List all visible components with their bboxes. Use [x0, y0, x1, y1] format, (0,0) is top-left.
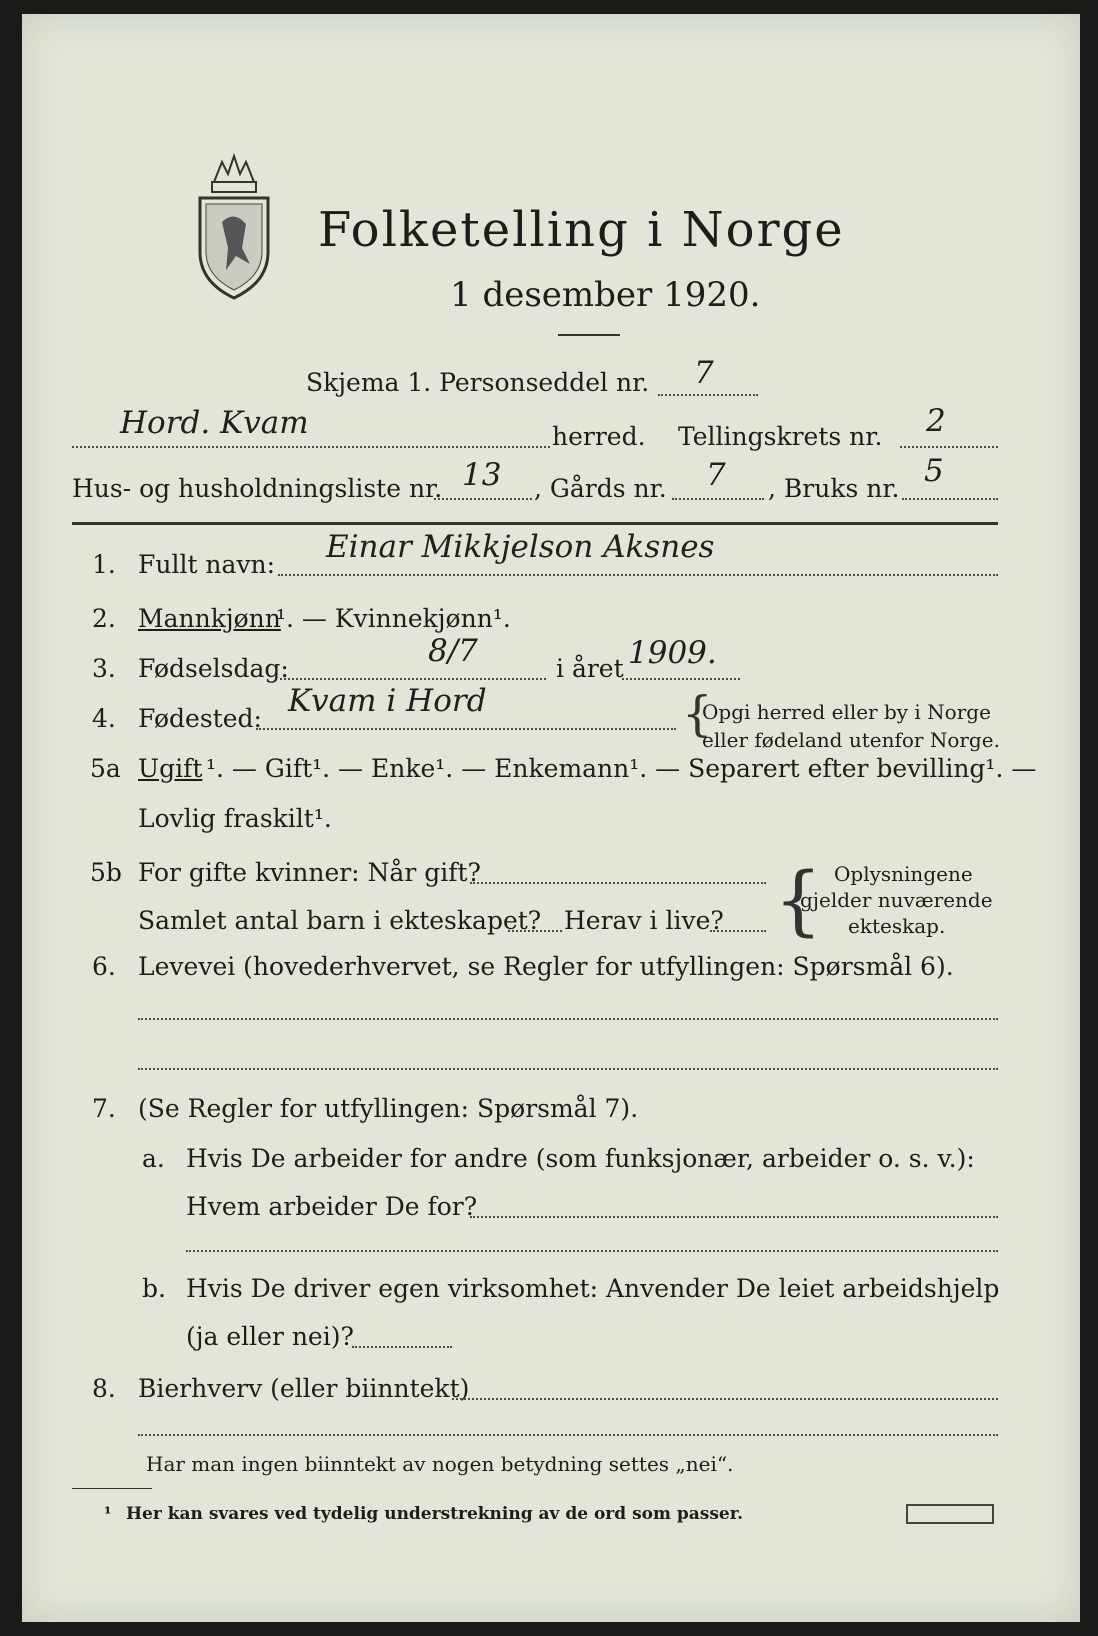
q4-brace: { [682, 686, 713, 742]
q3-day-line [280, 678, 546, 680]
q3-year-line [622, 678, 740, 680]
bruks-line [902, 498, 998, 500]
census-date: 1 desember 1920. [450, 275, 761, 315]
personseddel-line [658, 394, 758, 396]
q4-note-line2: eller fødeland utenfor Norge. [702, 728, 1000, 752]
form-title: Folketelling i Norge [318, 202, 845, 258]
q7-label: (Se Regler for utfyllingen: Spørsmål 7). [138, 1094, 639, 1123]
footnote-text: Her kan svares ved tydelig understrekning av de ord som passer. [126, 1504, 744, 1524]
q1-label: Fullt navn: [138, 550, 276, 579]
birth-year-value[interactable]: 1909. [628, 635, 717, 671]
hus-line [434, 498, 532, 500]
q5b-number: 5b [90, 858, 122, 887]
gards-line [672, 498, 764, 500]
footnote-mark: ¹ [104, 1504, 112, 1524]
q3-label: Fødselsdag: [138, 654, 289, 683]
q4-number: 4. [92, 704, 116, 733]
tellingskrets-value[interactable]: 2 [926, 403, 946, 439]
q8-note: Har man ingen biinntekt av nogen betydning settes „nei“. [146, 1452, 734, 1476]
q6-number: 6. [92, 952, 116, 981]
q5b-married-line [470, 882, 766, 884]
q6-line1 [138, 1018, 998, 1020]
q5b-children-line [508, 930, 562, 932]
q7a-line2: Hvem arbeider De for? [186, 1192, 478, 1221]
q5b-line1: For gifte kvinner: Når gift? [138, 858, 481, 887]
q5b-alive-line [710, 930, 766, 932]
q7a-line1: Hvis De arbeider for andre (som funksjonær, arbeider o. s. v.): [186, 1144, 975, 1173]
q1-line [278, 574, 998, 576]
hus-value[interactable]: 13 [462, 457, 502, 493]
schema-label: Skjema 1. Personseddel nr. [306, 368, 650, 397]
printer-stamp [906, 1504, 994, 1524]
q8-line1 [452, 1398, 998, 1400]
q5b-children-label: Samlet antal barn i ekteskapet? [138, 906, 542, 935]
q3-number: 3. [92, 654, 116, 683]
q5a-number: 5a [90, 754, 121, 783]
full-name-value[interactable]: Einar Mikkjelson Aksnes [326, 529, 715, 565]
q8-label: Bierhverv (eller biinntekt) [138, 1374, 470, 1403]
marital-status-options[interactable]: ¹. — Gift¹. — Enke¹. — Enkemann¹. — Separert efter bevilling¹. — [206, 754, 1037, 783]
bruks-value[interactable]: 5 [924, 453, 944, 489]
q7-number: 7. [92, 1094, 116, 1123]
footnote-divider [72, 1488, 152, 1489]
gards-label: , Gårds nr. [534, 474, 667, 503]
q2-number: 2. [92, 604, 116, 633]
q8-number: 8. [92, 1374, 116, 1403]
q7a-extra-line [186, 1250, 998, 1252]
census-form-sheet [22, 14, 1080, 1622]
header-divider [72, 522, 998, 525]
personseddel-nr-value[interactable]: 7 [694, 355, 714, 391]
gender-female-option[interactable]: ¹. — Kvinnekjønn¹. [276, 604, 511, 633]
q6-label: Levevei (hovederhvervet, se Regler for utfyllingen: Spørsmål 6). [138, 952, 954, 981]
q7b-answer-line [352, 1346, 452, 1348]
herred-label: herred. [552, 422, 646, 451]
q7a-employer-line [470, 1216, 998, 1218]
birth-day-value[interactable]: 8/7 [428, 633, 478, 669]
q6-line2 [138, 1068, 998, 1070]
q7b-letter: b. [142, 1274, 166, 1303]
q7b-line1: Hvis De driver egen virksomhet: Anvender De leiet arbeidshjelp [186, 1274, 1000, 1303]
q4-label: Fødested: [138, 704, 262, 733]
coat-of-arms-icon [192, 152, 276, 302]
q5b-alive-label: Herav i live? [564, 906, 724, 935]
hus-label: Hus- og husholdningsliste nr. [72, 474, 443, 503]
title-divider [558, 334, 620, 336]
q5b-note-line3: ekteskap. [848, 914, 946, 938]
q5b-brace: { [774, 855, 823, 944]
marital-ugift-option[interactable]: Ugift [138, 754, 203, 783]
herred-line [72, 446, 550, 448]
q7a-letter: a. [142, 1144, 165, 1173]
bruks-label: , Bruks nr. [768, 474, 900, 503]
q4-line [256, 728, 676, 730]
herred-value[interactable]: Hord. Kvam [120, 405, 309, 441]
gender-male-option[interactable]: Mannkjønn [138, 604, 281, 633]
q1-number: 1. [92, 550, 116, 579]
gards-value[interactable]: 7 [706, 457, 726, 493]
q5b-note-line2: gjelder nuværende [800, 888, 993, 912]
q3-year-label: i året [556, 654, 624, 683]
birthplace-value[interactable]: Kvam i Hord [288, 683, 487, 719]
q7b-line2: (ja eller nei)? [186, 1322, 354, 1351]
marital-fraskilt-option[interactable]: Lovlig fraskilt¹. [138, 804, 332, 833]
tellingskrets-line [900, 446, 998, 448]
tellingskrets-label: Tellingskrets nr. [678, 422, 883, 451]
q4-note-line1: Opgi herred eller by i Norge [702, 700, 991, 724]
q5b-note-line1: Oplysningene [834, 862, 973, 886]
q8-line2 [138, 1434, 998, 1436]
